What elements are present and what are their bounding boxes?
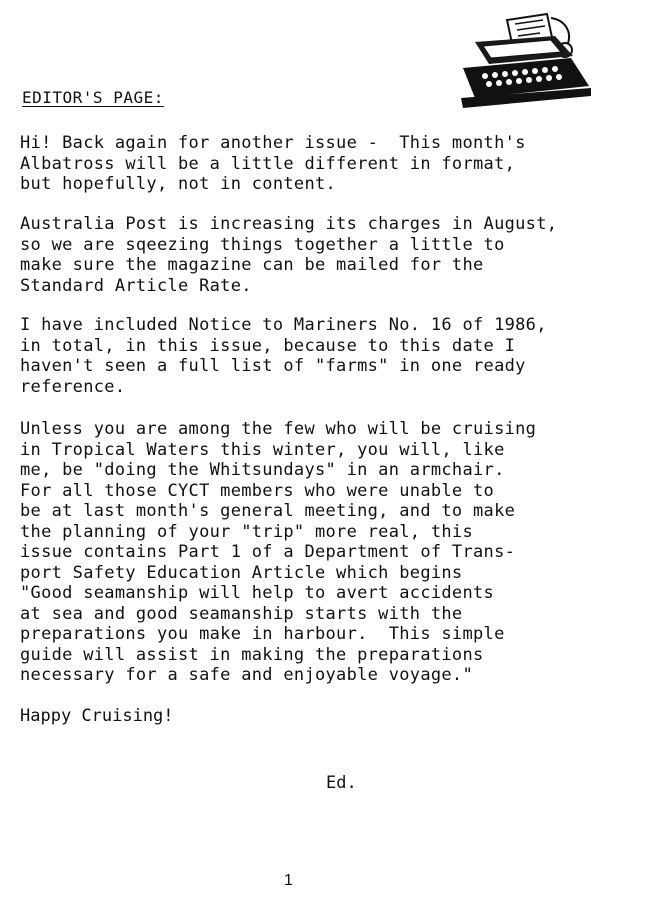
page-title: EDITOR'S PAGE: <box>22 88 164 107</box>
paragraph-notice-to-mariners: I have included Notice to Mariners No. 16 of 1986, in total, in this issue, because to this date I haven't seen a full list of "farms" in one ready reference. <box>20 315 547 397</box>
paragraph-australia-post: Australia Post is increasing its charges in August, so we are sqeezing things together a little to make sure the magazine can be mailed for the Standard Article Rate. <box>20 214 558 296</box>
paragraph-intro: Hi! Back again for another issue - This month's Albatross will be a little different in format, but hopefully, not in content. <box>20 133 526 194</box>
page-number: 1 <box>284 872 293 889</box>
editor-signoff: Ed. <box>326 773 357 793</box>
closing-line: Happy Cruising! <box>20 706 174 726</box>
typewriter-icon <box>455 12 595 112</box>
paragraph-tropical-waters: Unless you are among the few who will be cruising in Tropical Waters this winter, you will, like me, be "doing the Whitsundays" in an armchair. For all those CYCT members who were unable to be at last month's general meeting, and to make the planning of your "trip" more real, this issue contains Part 1 of a Department of Trans- port Safety Education Article which begins "Good seamanship will help to avert accidents at sea and good seamanship starts with the preparations you make in harbour. This simple guide will assist in making the preparations necessary for a safe and enjoyable voyage." <box>20 419 537 685</box>
